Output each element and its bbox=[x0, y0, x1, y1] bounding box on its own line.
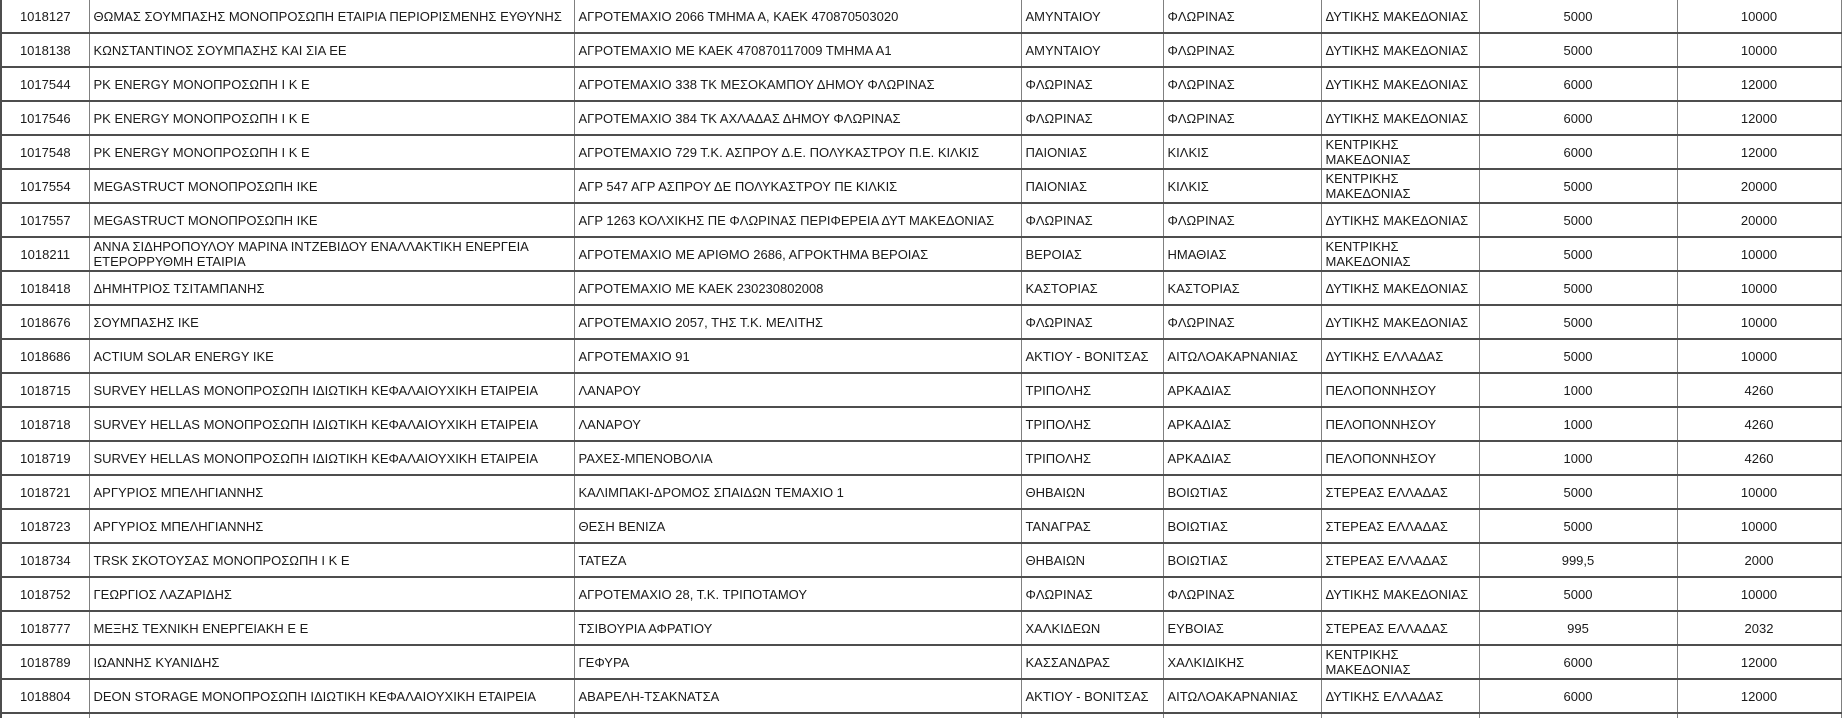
cell-power: 5000 bbox=[1479, 203, 1677, 237]
cell-power: 5000 bbox=[1479, 577, 1677, 611]
cell-name: PK ENERGY ΜΟΝΟΠΡΟΣΩΠΗ Ι Κ Ε bbox=[89, 135, 574, 169]
cell-id: 1018418 bbox=[1, 271, 89, 305]
cell-prefecture: ΧΑΛΚΙΔΙΚΗΣ bbox=[1163, 645, 1321, 679]
cell-id: 1017546 bbox=[1, 101, 89, 135]
cell-power: 6000 bbox=[1479, 101, 1677, 135]
cell-power: 6000 bbox=[1479, 645, 1677, 679]
cell-parcel: ΑΓΡΟΤΕΜΑΧΙΟ 28, Τ.Κ. ΤΡΙΠΟΤΑΜΟΥ bbox=[574, 577, 1021, 611]
table-row[interactable] bbox=[1, 339, 1841, 373]
cell-prefecture: ΦΛΩΡΙΝΑΣ bbox=[1163, 67, 1321, 101]
cell-power: 995 bbox=[1479, 611, 1677, 645]
cell-id: 1018723 bbox=[1, 509, 89, 543]
cell-name: DEON STORAGE ΜΟΝΟΠΡΟΣΩΠΗ ΙΔΙΩΤΙΚΗ ΚΕΦΑΛΑΙΟΥΧΙΚΗ ΕΤΑΙΡΕΙΑ bbox=[89, 679, 574, 713]
cell-prefecture: ΑΡΚΑΔΙΑΣ bbox=[1163, 373, 1321, 407]
cell-id: 1018138 bbox=[1, 33, 89, 67]
cell-prefecture: ΗΜΑΘΙΑΣ bbox=[1163, 237, 1321, 271]
cell-name: ΓΕΩΡΓΙΟΣ ΛΑΖΑΡΙΔΗΣ bbox=[89, 577, 574, 611]
cell-prefecture: ΦΛΩΡΙΝΑΣ bbox=[1163, 577, 1321, 611]
cell-municipality: ΦΛΩΡΙΝΑΣ bbox=[1021, 305, 1163, 339]
cell-capacity: 10000 bbox=[1677, 237, 1841, 271]
cell-prefecture: ΦΛΩΡΙΝΑΣ bbox=[1163, 203, 1321, 237]
cell-name: SURVEY HELLAS ΜΟΝΟΠΡΟΣΩΠΗ ΙΔΙΩΤΙΚΗ ΚΕΦΑΛΑΙΟΥΧΙΚΗ ΕΤΑΙΡΕΙΑ bbox=[89, 373, 574, 407]
table-row[interactable] bbox=[1, 577, 1841, 611]
table-row[interactable] bbox=[1, 441, 1841, 475]
cell-capacity: 10000 bbox=[1677, 33, 1841, 67]
table-row[interactable] bbox=[1, 0, 1841, 33]
cell-capacity: 4260 bbox=[1677, 407, 1841, 441]
cell-parcel: ΑΓΡΟΤΕΜΑΧΙΟ 2057, ΤΗΣ Τ.Κ. ΜΕΛΙΤΗΣ bbox=[574, 305, 1021, 339]
cell-id: 1018721 bbox=[1, 475, 89, 509]
cell-municipality: ΧΑΛΚΙΔΕΩΝ bbox=[1021, 611, 1163, 645]
cell-region: ΔΥΤΙΚΗΣ ΜΑΚΕΔΟΝΙΑΣ bbox=[1321, 203, 1479, 237]
cell-capacity: 12000 bbox=[1677, 679, 1841, 713]
cell-prefecture: ΚΙΛΚΙΣ bbox=[1163, 135, 1321, 169]
cell-prefecture: ΚΙΛΚΙΣ bbox=[1163, 169, 1321, 203]
cell-prefecture bbox=[1163, 713, 1321, 718]
table-row[interactable] bbox=[1, 169, 1841, 203]
cell-name: SURVEY HELLAS ΜΟΝΟΠΡΟΣΩΠΗ ΙΔΙΩΤΙΚΗ ΚΕΦΑΛΑΙΟΥΧΙΚΗ ΕΤΑΙΡΕΙΑ bbox=[89, 407, 574, 441]
cell-parcel: ΤΣΙΒΟΥΡΙΑ ΑΦΡΑΤΙΟΥ bbox=[574, 611, 1021, 645]
cell-id: 1018752 bbox=[1, 577, 89, 611]
cell-name: TRSK ΣΚΟΤΟΥΣΑΣ ΜΟΝΟΠΡΟΣΩΠΗ Ι Κ Ε bbox=[89, 543, 574, 577]
cell-parcel: ΑΓΡ 547 ΑΓΡ ΑΣΠΡΟΥ ΔΕ ΠΟΛΥΚΑΣΤΡΟΥ ΠΕ ΚΙΛΚΙΣ bbox=[574, 169, 1021, 203]
cell-capacity: 10000 bbox=[1677, 0, 1841, 33]
cell-prefecture: ΒΟΙΩΤΙΑΣ bbox=[1163, 509, 1321, 543]
cell-region: ΔΥΤΙΚΗΣ ΜΑΚΕΔΟΝΙΑΣ bbox=[1321, 577, 1479, 611]
cell-power bbox=[1479, 713, 1677, 718]
cell-name: PK ENERGY ΜΟΝΟΠΡΟΣΩΠΗ Ι Κ Ε bbox=[89, 67, 574, 101]
cell-id: 1017544 bbox=[1, 67, 89, 101]
table-row[interactable] bbox=[1, 645, 1841, 679]
table-row[interactable] bbox=[1, 271, 1841, 305]
cell-prefecture: ΑΡΚΑΔΙΑΣ bbox=[1163, 407, 1321, 441]
cell-power: 1000 bbox=[1479, 441, 1677, 475]
cell-capacity: 20000 bbox=[1677, 203, 1841, 237]
cell-municipality: ΘΗΒΑΙΩΝ bbox=[1021, 543, 1163, 577]
cell-power: 5000 bbox=[1479, 271, 1677, 305]
cell-id bbox=[1, 713, 89, 718]
cell-parcel bbox=[574, 713, 1021, 718]
cell-municipality: ΠΑΙΟΝΙΑΣ bbox=[1021, 135, 1163, 169]
cell-name: ΘΩΜΑΣ ΣΟΥΜΠΑΣΗΣ ΜΟΝΟΠΡΟΣΩΠΗ ΕΤΑΙΡΙΑ ΠΕΡΙΟΡΙΣΜΕΝΗΣ ΕΥΘΥΝΗΣ bbox=[89, 0, 574, 33]
cell-prefecture: ΑΡΚΑΔΙΑΣ bbox=[1163, 441, 1321, 475]
cell-parcel: ΡΑΧΕΣ-ΜΠΕΝΟΒΟΛΙΑ bbox=[574, 441, 1021, 475]
cell-municipality: ΑΜΥΝΤΑΙΟΥ bbox=[1021, 0, 1163, 33]
table-row[interactable] bbox=[1, 611, 1841, 645]
cell-region: ΔΥΤΙΚΗΣ ΜΑΚΕΔΟΝΙΑΣ bbox=[1321, 0, 1479, 33]
cell-power: 6000 bbox=[1479, 135, 1677, 169]
cell-capacity: 4260 bbox=[1677, 441, 1841, 475]
cell-region: ΣΤΕΡΕΑΣ ΕΛΛΑΔΑΣ bbox=[1321, 509, 1479, 543]
cell-municipality: ΦΛΩΡΙΝΑΣ bbox=[1021, 577, 1163, 611]
cell-prefecture: ΑΙΤΩΛΟΑΚΑΡΝΑΝΙΑΣ bbox=[1163, 679, 1321, 713]
cell-municipality: ΦΛΩΡΙΝΑΣ bbox=[1021, 67, 1163, 101]
cell-id: 1018804 bbox=[1, 679, 89, 713]
cell-municipality: ΑΚΤΙΟΥ - ΒΟΝΙΤΣΑΣ bbox=[1021, 679, 1163, 713]
cell-municipality: ΑΚΤΙΟΥ - ΒΟΝΙΤΣΑΣ bbox=[1021, 339, 1163, 373]
cell-capacity: 12000 bbox=[1677, 101, 1841, 135]
cell-region: ΠΕΛΟΠΟΝΝΗΣΟΥ bbox=[1321, 407, 1479, 441]
cell-prefecture: ΚΑΣΤΟΡΙΑΣ bbox=[1163, 271, 1321, 305]
cell-parcel: ΛΑΝΑΡΟΥ bbox=[574, 373, 1021, 407]
cell-municipality: ΦΛΩΡΙΝΑΣ bbox=[1021, 101, 1163, 135]
cell-municipality: ΚΑΣΤΟΡΙΑΣ bbox=[1021, 271, 1163, 305]
cell-parcel: ΑΓΡΟΤΕΜΑΧΙΟ 729 Τ.Κ. ΑΣΠΡΟΥ Δ.Ε. ΠΟΛΥΚΑΣΤΡΟΥ Π.Ε. ΚΙΛΚΙΣ bbox=[574, 135, 1021, 169]
table-row[interactable] bbox=[1, 203, 1841, 237]
cell-parcel: ΑΓΡΟΤΕΜΑΧΙΟ 384 ΤΚ ΑΧΛΑΔΑΣ ΔΗΜΟΥ ΦΛΩΡΙΝΑΣ bbox=[574, 101, 1021, 135]
cell-prefecture: ΦΛΩΡΙΝΑΣ bbox=[1163, 33, 1321, 67]
cell-municipality: ΑΜΥΝΤΑΙΟΥ bbox=[1021, 33, 1163, 67]
cell-id: 1017548 bbox=[1, 135, 89, 169]
cell-capacity: 12000 bbox=[1677, 645, 1841, 679]
cell-capacity: 10000 bbox=[1677, 305, 1841, 339]
cell-parcel: ΚΑΛΙΜΠΑΚΙ-ΔΡΟΜΟΣ ΣΠΑΙΔΩΝ ΤΕΜΑΧΙΟ 1 bbox=[574, 475, 1021, 509]
cell-region: ΣΤΕΡΕΑΣ ΕΛΛΑΔΑΣ bbox=[1321, 475, 1479, 509]
cell-name: ACTIUM SOLAR ENERGY IKE bbox=[89, 339, 574, 373]
cell-power: 5000 bbox=[1479, 237, 1677, 271]
cell-parcel: ΑΓΡΟΤΕΜΑΧΙΟ ΜΕ ΚΑΕΚ 470870117009 ΤΜΗΜΑ Α1 bbox=[574, 33, 1021, 67]
cell-power: 5000 bbox=[1479, 0, 1677, 33]
cell-name: ΑΡΓΥΡΙΟΣ ΜΠΕΛΗΓΙΑΝΝΗΣ bbox=[89, 509, 574, 543]
cell-region: ΠΕΛΟΠΟΝΝΗΣΟΥ bbox=[1321, 441, 1479, 475]
table-row[interactable] bbox=[1, 101, 1841, 135]
table-row[interactable] bbox=[1, 373, 1841, 407]
cell-region: ΔΥΤΙΚΗΣ ΕΛΛΑΔΑΣ bbox=[1321, 339, 1479, 373]
cell-region: ΔΥΤΙΚΗΣ ΜΑΚΕΔΟΝΙΑΣ bbox=[1321, 33, 1479, 67]
cell-power: 1000 bbox=[1479, 373, 1677, 407]
cell-parcel: ΘΕΣΗ BENIZA bbox=[574, 509, 1021, 543]
cell-parcel: ΑΓΡΟΤΕΜΑΧΙΟ ΜΕ ΑΡΙΘΜΟ 2686, ΑΓΡΟΚΤΗΜΑ ΒΕΡΟΙΑΣ bbox=[574, 237, 1021, 271]
cell-region: ΚΕΝΤΡΙΚΗΣ ΜΑΚΕΔΟΝΙΑΣ bbox=[1321, 135, 1479, 169]
cell-id: 1018127 bbox=[1, 0, 89, 33]
cell-region: ΚΕΝΤΡΙΚΗΣ ΜΑΚΕΔΟΝΙΑΣ bbox=[1321, 645, 1479, 679]
cell-region: ΚΕΝΤΡΙΚΗΣ ΜΑΚΕΔΟΝΙΑΣ bbox=[1321, 237, 1479, 271]
cell-power: 6000 bbox=[1479, 67, 1677, 101]
cell-municipality: ΤΑΝΑΓΡΑΣ bbox=[1021, 509, 1163, 543]
cell-region: ΣΤΕΡΕΑΣ ΕΛΛΑΔΑΣ bbox=[1321, 611, 1479, 645]
cell-power: 1000 bbox=[1479, 407, 1677, 441]
cell-name: PK ENERGY ΜΟΝΟΠΡΟΣΩΠΗ Ι Κ Ε bbox=[89, 101, 574, 135]
cell-capacity: 10000 bbox=[1677, 339, 1841, 373]
cell-capacity: 20000 bbox=[1677, 169, 1841, 203]
table-row[interactable] bbox=[1, 33, 1841, 67]
cell-power: 5000 bbox=[1479, 169, 1677, 203]
cell-power: 5000 bbox=[1479, 475, 1677, 509]
cell-parcel: ΑΓΡ 1263 ΚΟΛΧΙΚΗΣ ΠΕ ΦΛΩΡΙΝΑΣ ΠΕΡΙΦΕΡΕΙΑ ΔΥΤ ΜΑΚΕΔΟΝΙΑΣ bbox=[574, 203, 1021, 237]
cell-name: ΑΡΓΥΡΙΟΣ ΜΠΕΛΗΓΙΑΝΝΗΣ bbox=[89, 475, 574, 509]
cell-region: ΣΤΕΡΕΑΣ ΕΛΛΑΔΑΣ bbox=[1321, 543, 1479, 577]
cell-capacity bbox=[1677, 713, 1841, 718]
partial-row-below bbox=[1, 713, 1841, 718]
cell-parcel: ΑΓΡΟΤΕΜΑΧΙΟ 338 ΤΚ ΜΕΣΟΚΑΜΠΟΥ ΔΗΜΟΥ ΦΛΩΡΙΝΑΣ bbox=[574, 67, 1021, 101]
cell-capacity: 2032 bbox=[1677, 611, 1841, 645]
cell-prefecture: ΦΛΩΡΙΝΑΣ bbox=[1163, 305, 1321, 339]
cell-id: 1018734 bbox=[1, 543, 89, 577]
cell-id: 1018715 bbox=[1, 373, 89, 407]
table-row[interactable] bbox=[1, 407, 1841, 441]
cell-power: 5000 bbox=[1479, 509, 1677, 543]
cell-prefecture: ΑΙΤΩΛΟΑΚΑΡΝΑΝΙΑΣ bbox=[1163, 339, 1321, 373]
cell-municipality: ΘΗΒΑΙΩΝ bbox=[1021, 475, 1163, 509]
cell-id: 1018718 bbox=[1, 407, 89, 441]
cell-name: SURVEY HELLAS ΜΟΝΟΠΡΟΣΩΠΗ ΙΔΙΩΤΙΚΗ ΚΕΦΑΛΑΙΟΥΧΙΚΗ ΕΤΑΙΡΕΙΑ bbox=[89, 441, 574, 475]
cell-region: ΔΥΤΙΚΗΣ ΕΛΛΑΔΑΣ bbox=[1321, 679, 1479, 713]
cell-region: ΔΥΤΙΚΗΣ ΜΑΚΕΔΟΝΙΑΣ bbox=[1321, 101, 1479, 135]
cell-parcel: ΑΒΑΡΕΛΗ-ΤΣΑΚΝΑΤΣΑ bbox=[574, 679, 1021, 713]
cell-capacity: 12000 bbox=[1677, 67, 1841, 101]
cell-municipality: ΚΑΣΣΑΝΔΡΑΣ bbox=[1021, 645, 1163, 679]
table-row[interactable] bbox=[1, 237, 1841, 271]
cell-capacity: 10000 bbox=[1677, 475, 1841, 509]
table-row[interactable] bbox=[1, 509, 1841, 543]
cell-region: ΔΥΤΙΚΗΣ ΜΑΚΕΔΟΝΙΑΣ bbox=[1321, 305, 1479, 339]
cell-capacity: 4260 bbox=[1677, 373, 1841, 407]
cell-id: 1018686 bbox=[1, 339, 89, 373]
cell-name: ΑΝΝΑ ΣΙΔΗΡΟΠΟΥΛΟΥ ΜΑΡΙΝΑ ΙΝΤΖΕΒΙΔΟΥ ΕΝΑΛΛΑΚΤΙΚΗ ΕΝΕΡΓΕΙΑ ΕΤΕΡΟΡΡΥΘΜΗ ΕΤΑΙΡΙΑ bbox=[89, 237, 574, 271]
cell-municipality: ΠΑΙΟΝΙΑΣ bbox=[1021, 169, 1163, 203]
cell-name bbox=[89, 713, 574, 718]
cell-municipality: ΤΡΙΠΟΛΗΣ bbox=[1021, 441, 1163, 475]
cell-prefecture: ΦΛΩΡΙΝΑΣ bbox=[1163, 0, 1321, 33]
table-row[interactable] bbox=[1, 543, 1841, 577]
cell-power: 999,5 bbox=[1479, 543, 1677, 577]
cell-municipality: ΤΡΙΠΟΛΗΣ bbox=[1021, 407, 1163, 441]
cell-id: 1018676 bbox=[1, 305, 89, 339]
registry-table-body bbox=[1, 0, 1841, 718]
cell-power: 5000 bbox=[1479, 33, 1677, 67]
cell-id: 1017554 bbox=[1, 169, 89, 203]
cell-prefecture: ΒΟΙΩΤΙΑΣ bbox=[1163, 543, 1321, 577]
cell-id: 1018789 bbox=[1, 645, 89, 679]
cell-parcel: ΤΑΤΕΖΑ bbox=[574, 543, 1021, 577]
table-row[interactable] bbox=[1, 67, 1841, 101]
cell-name: MEGASTRUCT ΜΟΝΟΠΡΟΣΩΠΗ ΙΚΕ bbox=[89, 169, 574, 203]
cell-name: ΔΗΜΗΤΡΙΟΣ ΤΣΙΤΑΜΠΑΝΗΣ bbox=[89, 271, 574, 305]
cell-id: 1018719 bbox=[1, 441, 89, 475]
cell-prefecture: ΕΥΒΟΙΑΣ bbox=[1163, 611, 1321, 645]
cell-municipality: ΤΡΙΠΟΛΗΣ bbox=[1021, 373, 1163, 407]
cell-id: 1018211 bbox=[1, 237, 89, 271]
cell-municipality bbox=[1021, 713, 1163, 718]
cell-power: 5000 bbox=[1479, 339, 1677, 373]
cell-parcel: ΑΓΡΟΤΕΜΑΧΙΟ ΜΕ ΚΑΕΚ 230230802008 bbox=[574, 271, 1021, 305]
cell-id: 1017557 bbox=[1, 203, 89, 237]
cell-power: 5000 bbox=[1479, 305, 1677, 339]
cell-name: ΙΩΑΝΝΗΣ ΚΥΑΝΙΔΗΣ bbox=[89, 645, 574, 679]
cell-prefecture: ΦΛΩΡΙΝΑΣ bbox=[1163, 101, 1321, 135]
cell-id: 1018777 bbox=[1, 611, 89, 645]
cell-parcel: ΑΓΡΟΤΕΜΑΧΙΟ 91 bbox=[574, 339, 1021, 373]
cell-name: ΚΩΝΣΤΑΝΤΙΝΟΣ ΣΟΥΜΠΑΣΗΣ ΚΑΙ ΣΙΑ ΕΕ bbox=[89, 33, 574, 67]
cell-region: ΔΥΤΙΚΗΣ ΜΑΚΕΔΟΝΙΑΣ bbox=[1321, 271, 1479, 305]
table-row[interactable] bbox=[1, 475, 1841, 509]
cell-name: ΣΟΥΜΠΑΣΗΣ ΙΚΕ bbox=[89, 305, 574, 339]
cell-prefecture: ΒΟΙΩΤΙΑΣ bbox=[1163, 475, 1321, 509]
cell-capacity: 10000 bbox=[1677, 577, 1841, 611]
cell-name: MEGASTRUCT ΜΟΝΟΠΡΟΣΩΠΗ ΙΚΕ bbox=[89, 203, 574, 237]
table-row[interactable] bbox=[1, 135, 1841, 169]
cell-parcel: ΛΑΝΑΡΟΥ bbox=[574, 407, 1021, 441]
cell-capacity: 2000 bbox=[1677, 543, 1841, 577]
cell-municipality: ΒΕΡΟΙΑΣ bbox=[1021, 237, 1163, 271]
cell-municipality: ΦΛΩΡΙΝΑΣ bbox=[1021, 203, 1163, 237]
cell-parcel: ΓΕΦΥΡΑ bbox=[574, 645, 1021, 679]
cell-region: ΚΕΝΤΡΙΚΗΣ ΜΑΚΕΔΟΝΙΑΣ bbox=[1321, 169, 1479, 203]
cell-region: ΔΥΤΙΚΗΣ ΜΑΚΕΔΟΝΙΑΣ bbox=[1321, 67, 1479, 101]
table-row[interactable] bbox=[1, 679, 1841, 713]
cell-region bbox=[1321, 713, 1479, 718]
cell-capacity: 10000 bbox=[1677, 509, 1841, 543]
cell-name: ΜΕΞΗΣ ΤΕΧΝΙΚΗ ΕΝΕΡΓΕΙΑΚΗ Ε Ε bbox=[89, 611, 574, 645]
table-row[interactable] bbox=[1, 305, 1841, 339]
cell-capacity: 10000 bbox=[1677, 271, 1841, 305]
cell-region: ΠΕΛΟΠΟΝΝΗΣΟΥ bbox=[1321, 373, 1479, 407]
cell-capacity: 12000 bbox=[1677, 135, 1841, 169]
cell-power: 6000 bbox=[1479, 679, 1677, 713]
cell-parcel: ΑΓΡΟΤΕΜΑΧΙΟ 2066 ΤΜΗΜΑ Α, ΚΑΕΚ 470870503020 bbox=[574, 0, 1021, 33]
